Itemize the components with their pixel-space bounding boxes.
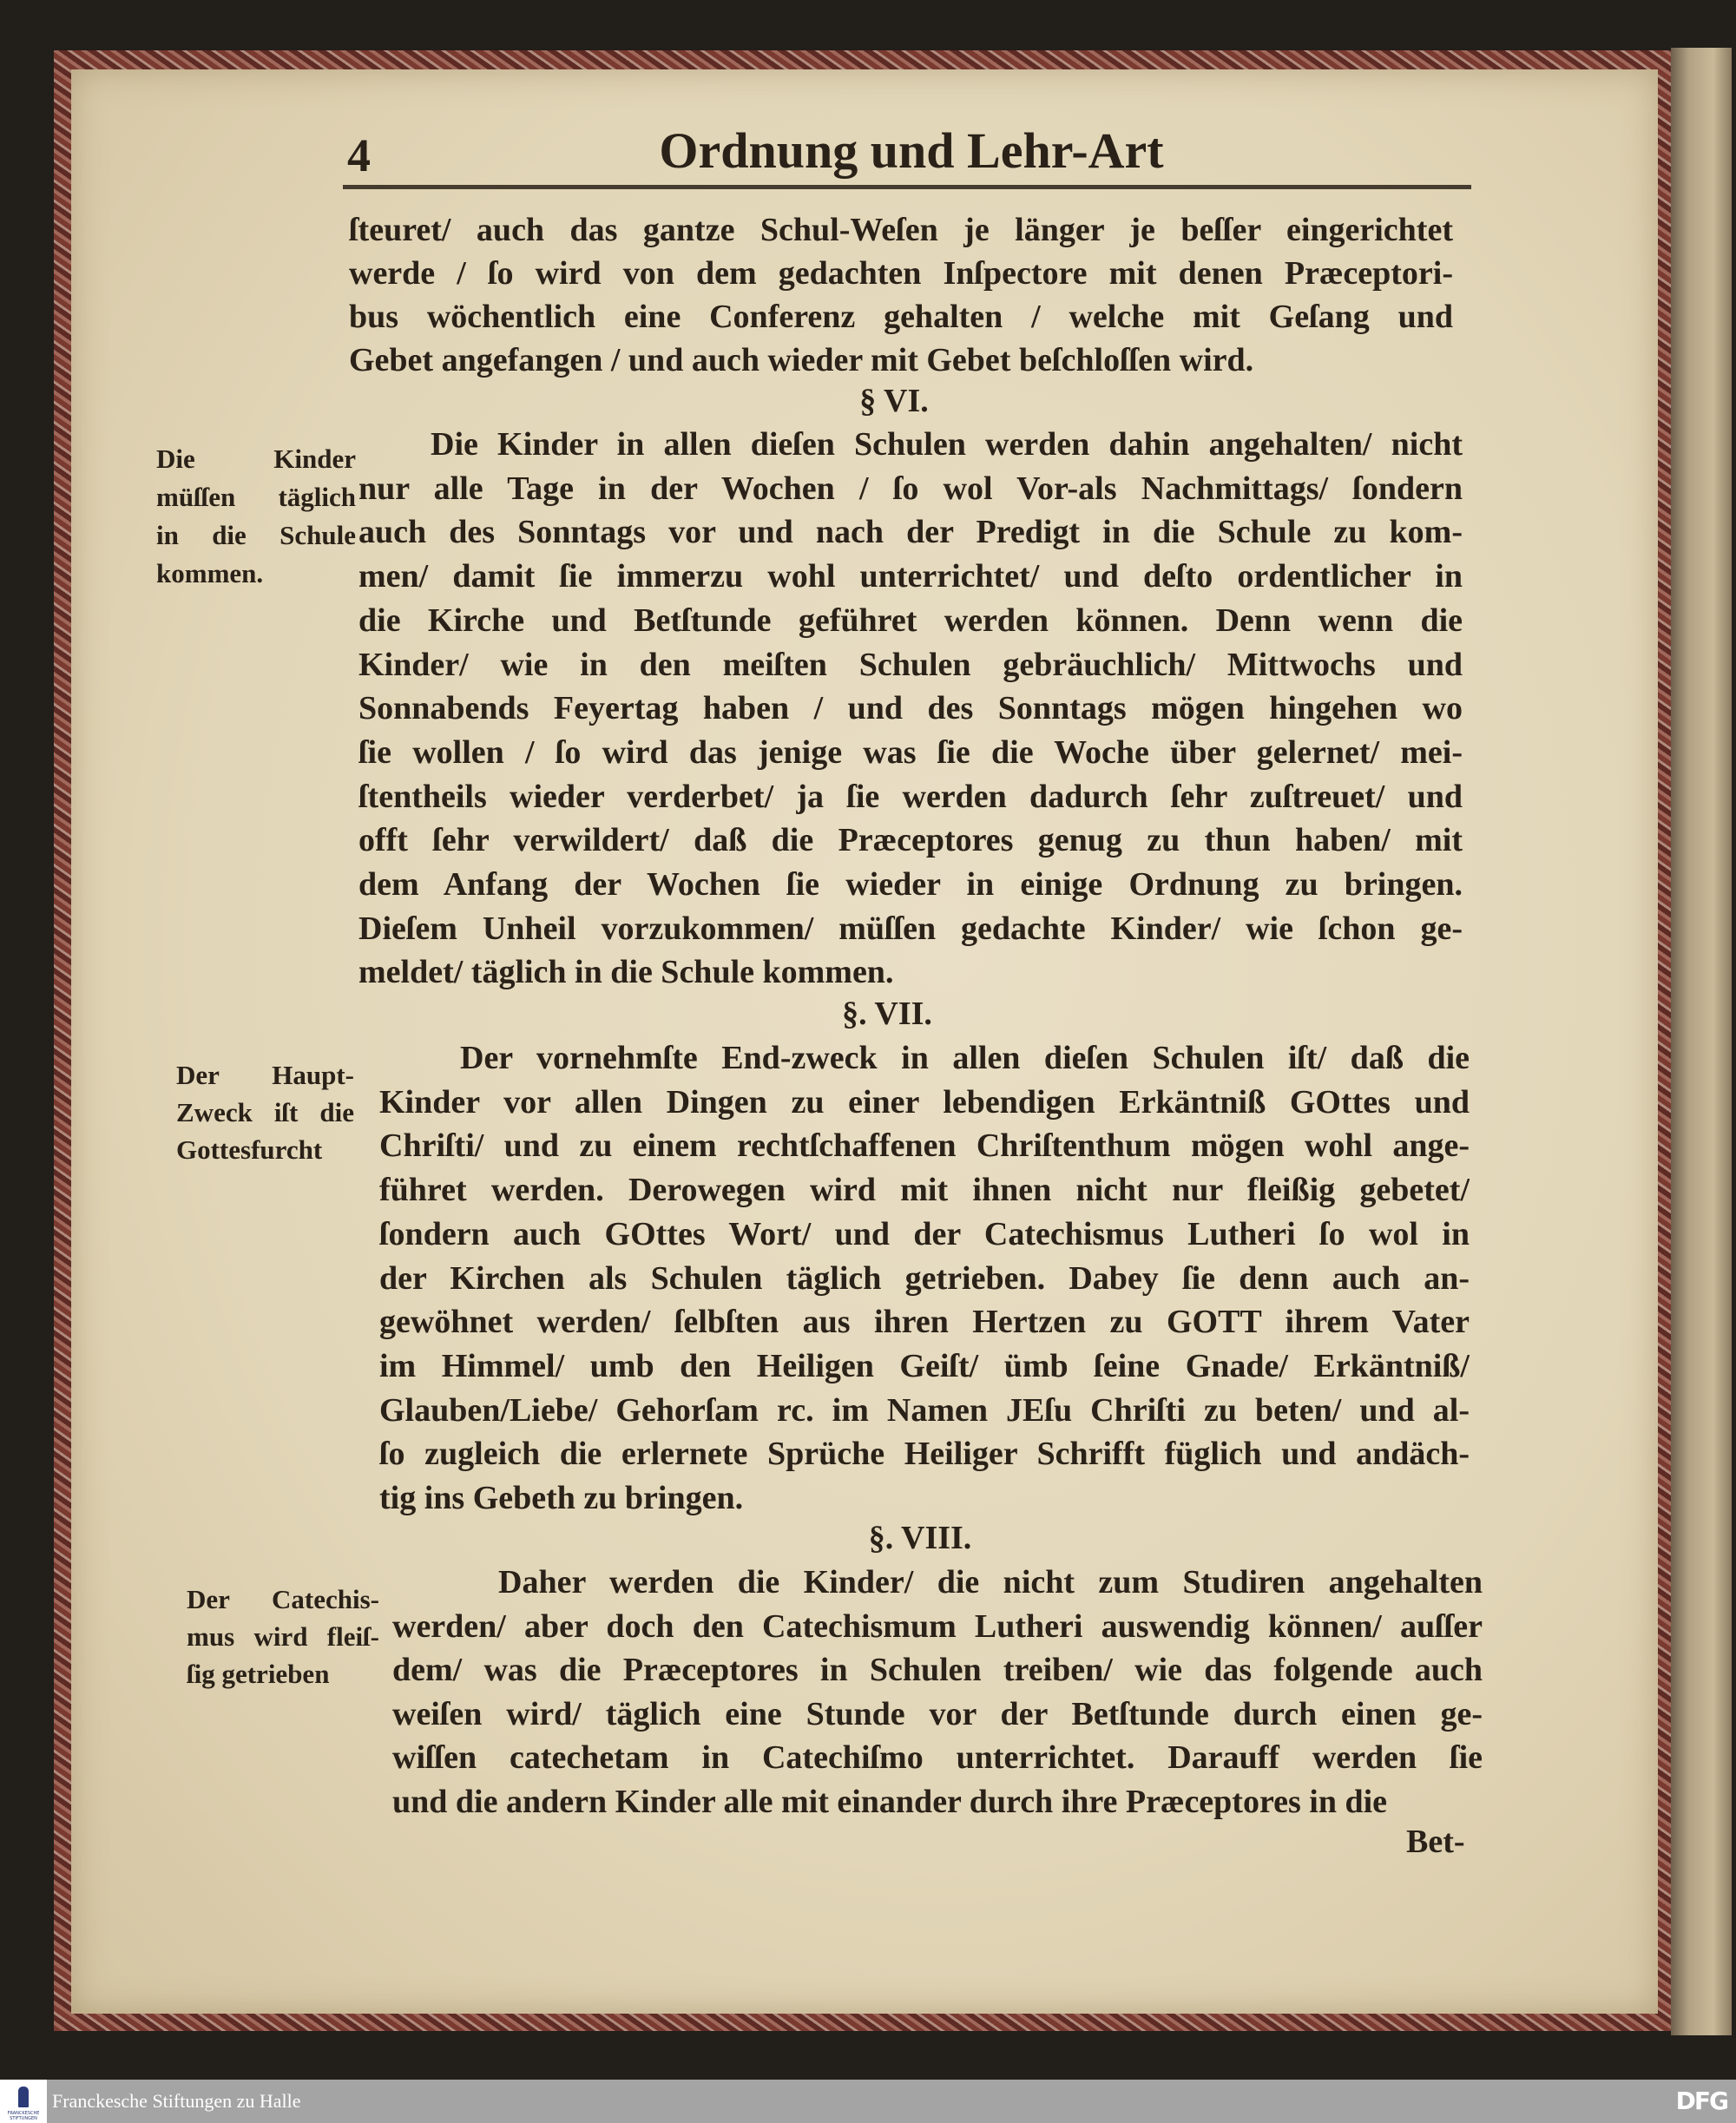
catchword: Bet- xyxy=(1406,1824,1465,1860)
dfg-logo: DFG xyxy=(1675,2087,1727,2115)
text-line: ſie wollen / ſo wird das jenige was ſie die Woche über gelernet/ mei- xyxy=(358,733,1463,771)
section-heading: §. VII. xyxy=(842,996,932,1032)
text-line: und die andern Kinder alle mit einander durch ihre Præceptores in die xyxy=(392,1784,1388,1820)
text-line: dem/ was die Præceptores in Schulen treiben/ wie das folgende auch xyxy=(392,1652,1483,1689)
footer-bar xyxy=(0,2080,1736,2123)
text-line: ſtentheils wieder verderbet/ ja ſie werden dadurch ſehr zuſtreuet/ und xyxy=(358,778,1463,815)
margin-note-line: mus wird fleiſ- xyxy=(187,1621,379,1652)
text-line: Gebet angefangen / und auch wieder mit Gebet beſchloſſen wird. xyxy=(349,342,1254,378)
text-line: Der vornehmſte End-zweck in allen dieſen Schulen iſt/ daß die xyxy=(460,1040,1470,1076)
text-line: werden/ aber doch den Catechismum Lutheri auswendig können/ auſſer xyxy=(392,1607,1483,1645)
margin-note-line: ſig getrieben xyxy=(187,1659,330,1689)
text-line: Chriſti/ und zu einem rechtſchaffenen Chriſtenthum mögen wohl ange- xyxy=(379,1127,1470,1165)
margin-note-line: Der Haupt- xyxy=(176,1060,354,1090)
text-line: ſondern auch GOttes Wort/ und der Catechismus Lutheri ſo wol in xyxy=(379,1215,1470,1252)
margin-note-line: Zweck iſt die xyxy=(176,1097,354,1127)
text-line: wiſſen catechetam in Catechiſmo unterrichtet. Darauff werden ſie xyxy=(392,1739,1483,1777)
margin-note-line: Gottesfurcht xyxy=(176,1134,323,1165)
section-heading: § VI. xyxy=(859,383,929,419)
text-line: auch des Sonntags vor und nach der Predigt in die Schule zu kom- xyxy=(358,514,1463,551)
text-line: Sonnabends Feyertag haben / und des Sonntags mögen hingehen wo xyxy=(358,690,1463,727)
text-line: ſteuret/ auch das gantze Schul-Weſen je länger je beſſer eingerichtet xyxy=(349,212,1453,248)
text-line: Glauben/Liebe/ Gehorſam rc. im Namen JEſu Chriſti zu beten/ und al- xyxy=(379,1391,1470,1429)
page-number: 4 xyxy=(347,129,371,181)
logo-caption: FRANCKESCHE STIFTUNGEN xyxy=(7,2111,40,2121)
text-line: ſo zugleich die erlernete Sprüche Heiliger Schrifft füglich und andäch- xyxy=(379,1436,1470,1473)
running-head-title: Ordnung und Lehr-Art xyxy=(659,122,1164,179)
margin-note-line: kommen. xyxy=(156,558,264,588)
text-line: meldet/ täglich in die Schule kommen. xyxy=(358,954,894,991)
margin-note-line: Der Catechis- xyxy=(187,1584,379,1614)
text-line: Die Kinder in allen dieſen Schulen werden dahin angehalten/ nicht xyxy=(431,426,1463,463)
facing-page-edge xyxy=(1671,48,1732,2035)
institution-logo xyxy=(0,2080,47,2123)
text-line: führet werden. Derowegen wird mit ihnen nicht nur fleißig gebetet/ xyxy=(379,1172,1470,1209)
institution-name: Franckesche Stiftungen zu Halle xyxy=(52,2090,301,2112)
margin-note-line: in die Schule xyxy=(156,520,356,550)
section-heading: §. VIII. xyxy=(868,1520,972,1556)
text-line: Daher werden die Kinder/ die nicht zum Studiren angehalten xyxy=(498,1564,1483,1600)
margin-note-line: Die Kinder xyxy=(156,444,356,474)
text-line: im Himmel/ umb den Heiligen Geiſt/ ümb ſeine Gnade/ Erkäntniß/ xyxy=(379,1347,1470,1384)
text-line: bus wöchentlich eine Conferenz gehalten / welche mit Geſang und xyxy=(349,299,1453,335)
text-line: Dieſem Unheil vorzukommen/ müſſen gedachte Kinder/ wie ſchon ge- xyxy=(358,910,1463,947)
text-line: Kinder/ wie in den meiſten Schulen gebräuchlich/ Mittwochs und xyxy=(358,646,1463,683)
text-line: weiſen wird/ täglich eine Stunde vor der Betſtunde durch einen ge- xyxy=(392,1695,1483,1732)
header-rule xyxy=(343,185,1471,189)
text-line: tig ins Gebeth zu bringen. xyxy=(379,1480,744,1516)
text-line: der Kirchen als Schulen täglich getrieben. Dabey ſie denn auch an- xyxy=(379,1259,1470,1297)
text-line: werde / ſo wird von dem gedachten Inſpectore mit denen Præceptori- xyxy=(349,255,1453,292)
text-line: nur alle Tage in der Wochen / ſo wol Vor-als Nachmittags/ ſondern xyxy=(358,470,1463,507)
text-line: Kinder vor allen Dingen zu einer lebendigen Erkäntniß GOttes und xyxy=(379,1083,1470,1121)
margin-note-line: müſſen täglich xyxy=(156,482,356,512)
text-line: die Kirche und Betſtunde geführet werden können. Denn wenn die xyxy=(358,601,1463,639)
text-line: offt ſehr verwildert/ daß die Præceptores genug zu thun haben/ mit xyxy=(358,822,1463,859)
text-line: men/ damit ſie immerzu wohl unterrichtet/ und deſto ordentlicher in xyxy=(358,558,1463,595)
text-line: dem Anfang der Wochen ſie wieder in einige Ordnung zu bringen. xyxy=(358,866,1463,903)
logo-figure-icon xyxy=(18,2087,29,2107)
text-line: gewöhnet werden/ ſelbſten aus ihren Hertzen zu GOTT ihrem Vater xyxy=(379,1304,1470,1341)
